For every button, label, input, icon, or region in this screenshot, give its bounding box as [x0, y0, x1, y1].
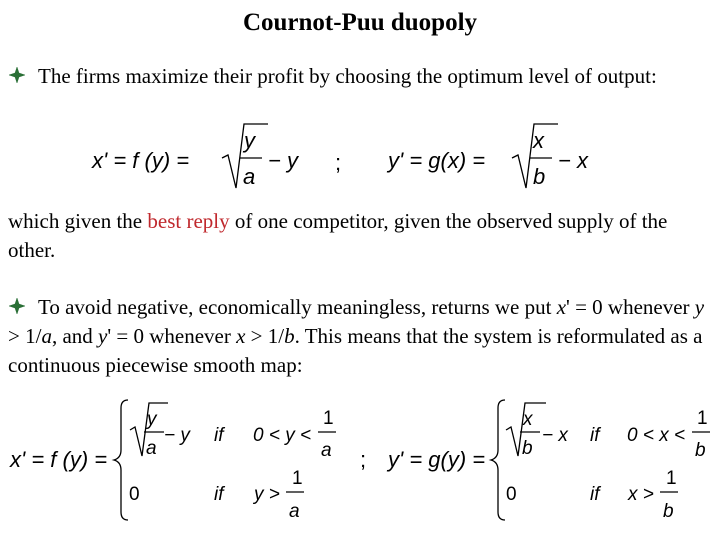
eq2-left-lhs: x' = f (y) =: [10, 447, 108, 472]
eq1-right-lhs: y' = g(x) =: [388, 148, 486, 173]
b2-var-y2: y: [98, 324, 108, 348]
paragraph-2-after: of one competitor, given the observed supply of the other.: [8, 209, 668, 262]
b2-text-1: To avoid negative, economically meaningless, returns we put: [38, 295, 557, 319]
eq1-left-den: a: [243, 164, 256, 189]
eq2-right-c2-value: 0: [506, 484, 517, 505]
eq2-left-c2-if: if: [214, 484, 224, 505]
left-brace-right: [491, 400, 505, 520]
eq2-right-c1-frac-num: 1: [697, 408, 708, 429]
eq2-right-c1-cond: 0 < x <: [627, 425, 686, 446]
eq2-right-c1-den: b: [522, 438, 533, 459]
b2-var-y: y: [694, 295, 705, 319]
eq2-right-c1-tail: − x: [542, 425, 568, 446]
eq1-separator: ;: [335, 150, 342, 175]
slide-title: Cournot-Puu duopoly: [242, 9, 478, 36]
eq2-left-c1-cond: 0 < y <: [253, 425, 312, 446]
b2-text-3: > 1/: [8, 324, 42, 348]
eq2-right-c2-if: if: [590, 484, 600, 505]
eq2-left-c2-frac-den: a: [289, 501, 300, 522]
paragraph-2-before: which given the: [8, 209, 148, 233]
b2-text-2: ' = 0 whenever: [566, 295, 695, 319]
eq2-left-c1-frac-num: 1: [323, 408, 334, 429]
eq1-left-num: y: [244, 128, 255, 153]
eq2-right-c1-num: x: [523, 409, 533, 430]
b2-var-b: b: [284, 324, 295, 348]
eq2-right-c2-frac-den: b: [663, 501, 674, 522]
b2-text-6: > 1/: [245, 324, 285, 348]
best-reply-highlight: best reply: [147, 209, 230, 233]
eq1-right-den: b: [533, 164, 546, 189]
eq2-right-c1-frac-den: b: [695, 440, 706, 461]
left-brace-left: [114, 400, 128, 520]
b2-text-4: , and: [51, 324, 99, 348]
bullet-1-text: The firms maximize their profit by choosing the optimum level of output:: [38, 64, 657, 88]
b2-var-x2: x: [236, 324, 246, 348]
eq1-right-num: x: [533, 128, 544, 153]
eq2-right-lhs: y' = g(y) =: [388, 447, 486, 472]
eq2-right-c2-frac-num: 1: [666, 468, 677, 489]
eq2-separator: ;: [360, 447, 367, 472]
eq2-right-c1-if: if: [590, 425, 600, 446]
eq2-left-c2-value: 0: [129, 484, 140, 505]
paragraph-best-reply: [8, 207, 714, 265]
b2-var-a: a: [41, 324, 52, 348]
b2-text-5: ' = 0 whenever: [107, 324, 237, 348]
eq1-right-tail: − x: [558, 148, 588, 173]
eq2-right-c2-cond: x >: [628, 484, 654, 505]
bullet-point-2: [8, 293, 714, 380]
eq1-left-tail: − y: [268, 148, 298, 173]
eq2-left-c1-tail: − y: [164, 425, 190, 446]
diamond-bullet-icon: [8, 293, 38, 322]
eq2-left-c1-num: y: [147, 409, 157, 430]
eq2-left-c1-frac-den: a: [321, 440, 332, 461]
eq1-left-lhs: x' = f (y) =: [92, 148, 190, 173]
eq2-left-c2-frac-num: 1: [292, 468, 303, 489]
b2-var-x: x: [556, 295, 567, 319]
eq2-left-c1-if: if: [214, 425, 224, 446]
b2-text-7: . This means that the system is reformulated as a continuous piecewise smooth map:: [8, 324, 703, 377]
eq2-left-c1-den: a: [146, 438, 157, 459]
eq2-left-c2-cond: y >: [254, 484, 280, 505]
